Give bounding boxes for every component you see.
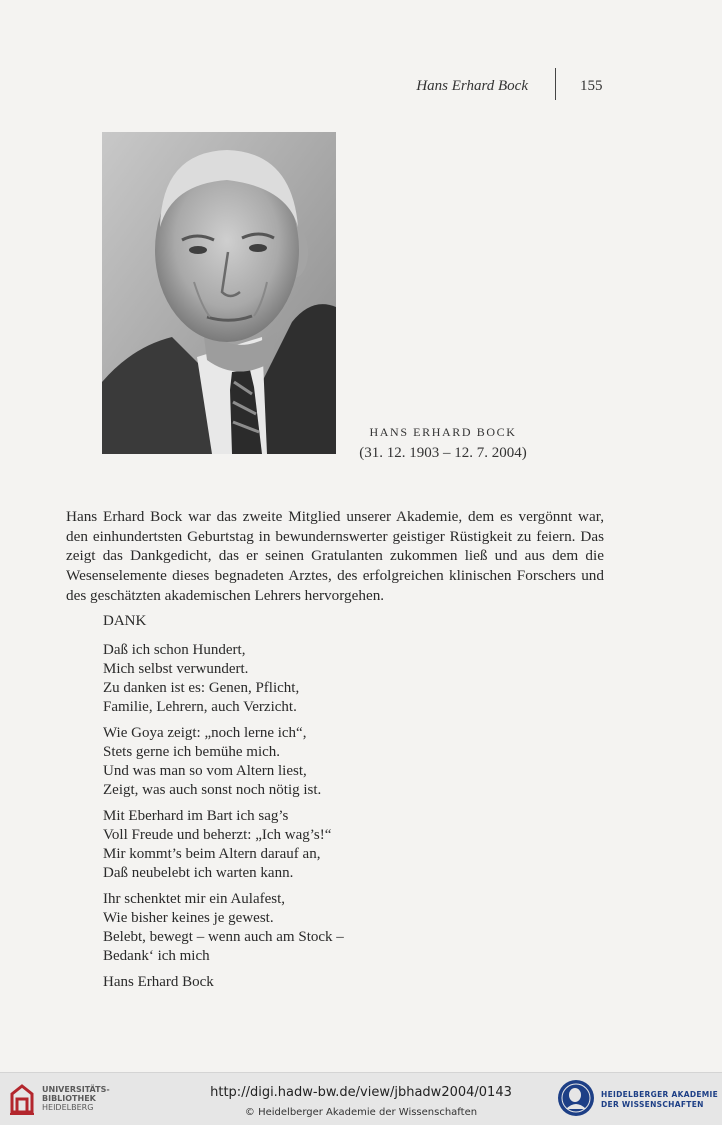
poem-stanza	[103, 724, 503, 800]
poem-signature: Hans Erhard Bock	[103, 974, 214, 990]
poem-title: DANK	[103, 613, 147, 629]
poem-line: Belebt, bewegt – wenn auch am Stock –	[103, 929, 344, 945]
running-head	[0, 78, 722, 100]
caption-dates: (31. 12. 1903 – 12. 7. 2004)	[359, 445, 527, 461]
poem-line: Mich selbst verwundert.	[103, 661, 249, 677]
running-head-divider	[555, 68, 556, 100]
poem-line: Mir kommt’s beim Altern darauf an,	[103, 846, 321, 862]
poem-stanza	[103, 641, 503, 717]
poem	[103, 612, 503, 992]
poem-line: Voll Freude und beherzt: „Ich wag’s!“	[103, 827, 332, 843]
poem-line: Bedank‘ ich mich	[103, 948, 210, 964]
intro-paragraph: Hans Erhard Bock war das zweite Mitglied unserer Akademie, dem es vergönnt war, den einhundertsten Geburtstag in bewundernswerter geistiger Rüstigkeit zu feiern. Das zeigt das Dankgedicht, das er seinen Gratulanten zukommen ließ und aus dem die Wesenselemente dieses begnadeten Arztes, des erfolgreichen klinischen Forschers und des geschätzten akademischen Lehrers hervorgehen.	[66, 508, 604, 604]
poem-line: Stets gerne ich bemühe mich.	[103, 744, 281, 760]
academy-seal-icon	[557, 1079, 595, 1117]
poem-line: Wie Goya zeigt: „noch lerne ich“,	[103, 725, 307, 741]
poem-line: Daß ich schon Hundert,	[103, 642, 246, 658]
poem-line: Daß neubelebt ich warten kann.	[103, 865, 294, 881]
academy-logo-line: HEIDELBERGER AKADEMIE	[601, 1090, 719, 1099]
poem-stanza	[103, 807, 503, 883]
academy-logo-line: DER WISSENSCHAFTEN	[601, 1100, 704, 1109]
poem-line: Zeigt, was auch sonst noch nötig ist.	[103, 782, 322, 798]
poem-stanza	[103, 890, 503, 966]
copyright-notice: © Heidelberger Akademie der Wissenschaften	[244, 1107, 478, 1118]
poem-line: Wie bisher keines je gewest.	[103, 910, 274, 926]
poem-line: Zu danken ist es: Genen, Pflicht,	[103, 680, 300, 696]
academy-logo[interactable]	[557, 1079, 717, 1119]
caption-name: HANS ERHARD BOCK	[369, 425, 517, 439]
page-number: 155	[580, 78, 603, 94]
running-head-title: Hans Erhard Bock	[416, 78, 528, 94]
footer-bar	[0, 1072, 722, 1125]
poem-line: Ihr schenktet mir ein Aulafest,	[103, 891, 286, 907]
library-logo-line: HEIDELBERG	[42, 1103, 94, 1112]
poem-line: Und was man so vom Altern liest,	[103, 763, 307, 779]
poem-line: Familie, Lehrern, auch Verzicht.	[103, 699, 297, 715]
portrait-photo	[102, 132, 336, 454]
permalink-url[interactable]: http://digi.hadw-bw.de/view/jbhadw2004/0143	[210, 1085, 512, 1100]
photo-caption	[348, 424, 538, 463]
library-logo-line: UNIVERSITÄTS-	[42, 1085, 110, 1094]
poem-line: Mit Eberhard im Bart ich sag’s	[103, 808, 289, 824]
library-logo-line: BIBLIOTHEK	[42, 1094, 96, 1103]
academy-logo-text	[601, 1090, 718, 1110]
